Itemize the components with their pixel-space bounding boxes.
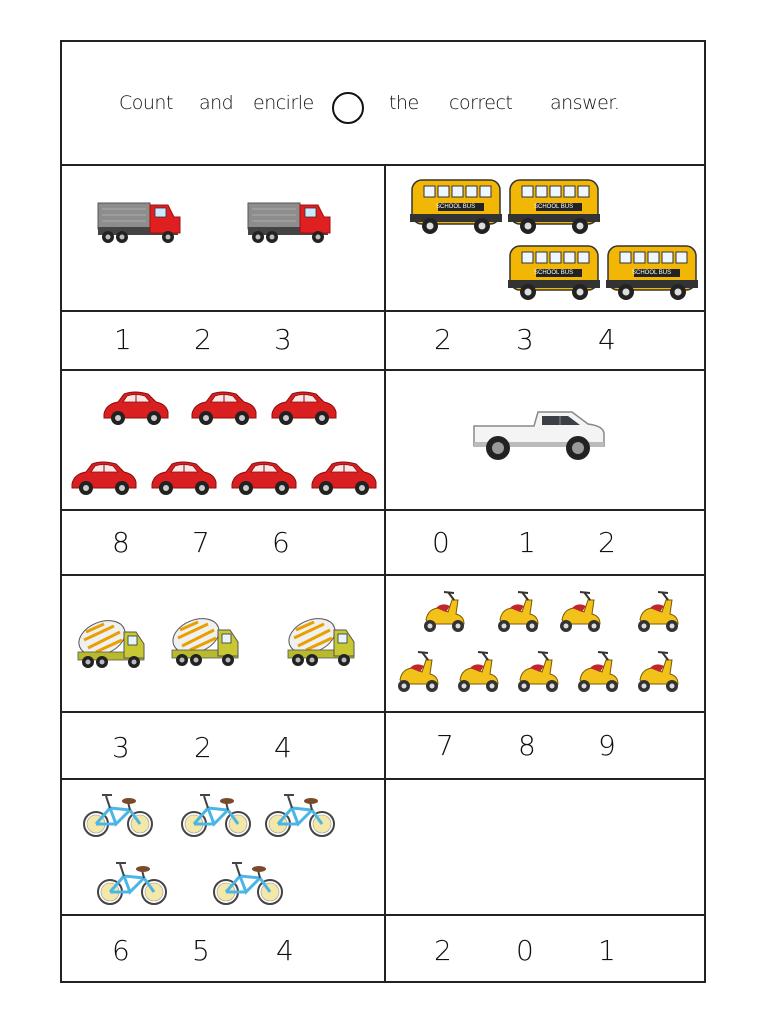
answer-choice[interactable]: 3 (274, 323, 292, 356)
red-car-icon (152, 462, 216, 495)
cement-mixer-icon (168, 614, 238, 666)
picture-dump-trucks (96, 192, 346, 252)
instruction-header (62, 42, 704, 165)
bicycle-icon (214, 863, 282, 904)
answer-choice[interactable]: 2 (194, 731, 212, 764)
svg-text:SCHOOL BUS: SCHOOL BUS (632, 270, 672, 276)
picture-cement-mixers (70, 614, 370, 676)
instruction-word: the (389, 92, 419, 114)
scooter-icon (638, 592, 678, 632)
instruction-word: Count (119, 92, 173, 114)
picture-pickup-truck (472, 404, 647, 464)
divider (62, 369, 704, 371)
scooter-icon (424, 592, 464, 632)
empty-picture-cell (386, 780, 706, 912)
answer-choice[interactable]: 8 (518, 729, 536, 762)
divider (62, 310, 704, 312)
red-car-icon (312, 462, 376, 495)
bicycle-icon (266, 795, 334, 836)
bicycle-icon (98, 863, 166, 904)
svg-text:SCHOOL BUS: SCHOOL BUS (534, 270, 574, 276)
answer-choice[interactable]: 1 (114, 323, 132, 356)
svg-text:SCHOOL BUS: SCHOOL BUS (534, 204, 574, 210)
cement-mixer-icon (284, 614, 354, 666)
pickup-truck-icon (474, 412, 604, 460)
instruction-word: correct (449, 92, 513, 114)
picture-school-buses (408, 178, 708, 308)
scooter-icon (638, 652, 678, 692)
divider (62, 914, 704, 916)
red-car-icon (192, 392, 256, 425)
answer-choice[interactable]: 0 (516, 934, 534, 967)
red-car-icon (104, 392, 168, 425)
answer-choice[interactable]: 4 (276, 934, 294, 967)
worksheet (60, 40, 706, 983)
answer-choice[interactable]: 2 (598, 526, 616, 559)
red-car-icon (232, 462, 296, 495)
answer-choice[interactable]: 3 (516, 323, 534, 356)
instruction-word: answer. (550, 92, 620, 114)
answer-choice[interactable]: 6 (112, 934, 130, 967)
dump-truck-icon (98, 203, 180, 243)
answer-choice[interactable]: 7 (436, 729, 454, 762)
divider (62, 509, 704, 511)
scooter-icon (458, 652, 498, 692)
picture-bicycles (80, 788, 370, 912)
picture-red-cars (66, 386, 382, 506)
red-car-icon (272, 392, 336, 425)
picture-scooters (390, 588, 702, 704)
answer-choice[interactable]: 0 (432, 526, 450, 559)
dump-truck-icon (248, 203, 330, 243)
instruction-word: encirle (253, 92, 314, 114)
cement-mixer-icon (74, 614, 144, 668)
divider (62, 711, 704, 713)
bicycle-icon (182, 795, 250, 836)
answer-choice[interactable]: 9 (598, 729, 616, 762)
answer-choice[interactable]: 2 (434, 934, 452, 967)
school-bus-icon (410, 180, 502, 234)
answer-choice[interactable]: 2 (194, 323, 212, 356)
red-car-icon (72, 462, 136, 495)
scooter-icon (560, 592, 600, 632)
scooter-icon (518, 652, 558, 692)
answer-choice[interactable]: 4 (274, 731, 292, 764)
answer-choice[interactable]: 4 (598, 323, 616, 356)
bicycle-icon (84, 795, 152, 836)
scooter-icon (498, 592, 538, 632)
answer-choice[interactable]: 2 (434, 323, 452, 356)
school-bus-icon (508, 180, 600, 234)
school-bus-icon (606, 246, 698, 300)
circle-outline-icon (332, 92, 364, 124)
answer-choice[interactable]: 8 (112, 526, 130, 559)
scooter-icon (578, 652, 618, 692)
school-bus-icon (508, 246, 600, 300)
answer-choice[interactable]: 7 (192, 526, 210, 559)
answer-choice[interactable]: 1 (598, 934, 616, 967)
divider (62, 574, 704, 576)
answer-choice[interactable]: 1 (518, 526, 536, 559)
answer-choice[interactable]: 3 (112, 731, 130, 764)
answer-choice[interactable]: 5 (192, 934, 210, 967)
divider (62, 164, 704, 166)
scooter-icon (398, 652, 438, 692)
svg-text:SCHOOL BUS: SCHOOL BUS (436, 204, 476, 210)
answer-choice[interactable]: 6 (272, 526, 290, 559)
instruction-word: and (199, 92, 234, 114)
